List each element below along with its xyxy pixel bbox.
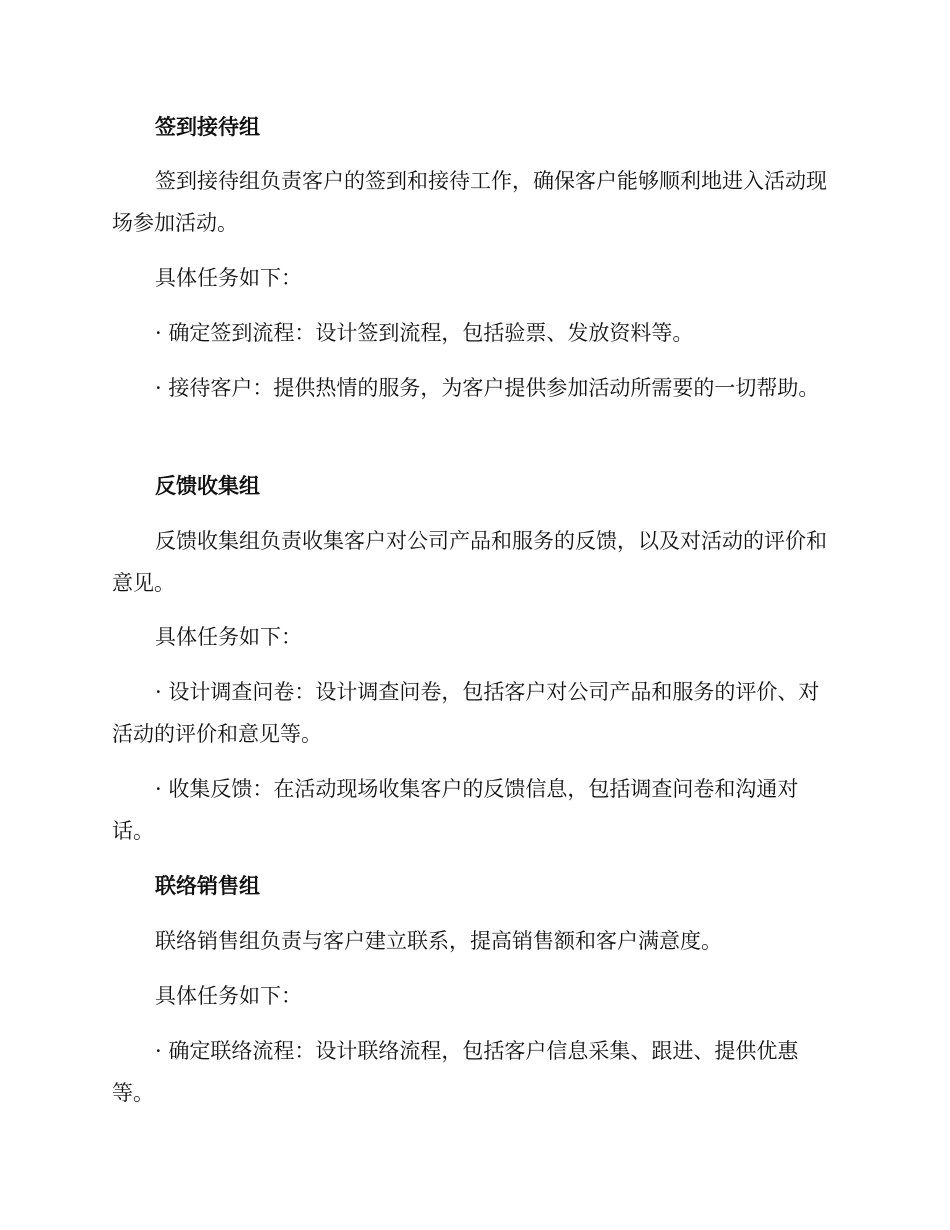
- section-heading-sales: 联络销售组: [155, 874, 260, 898]
- task-item-feedback-1: · 设计调查问卷：设计调查问卷，包括客户对公司产品和服务的评价、对活动的评价和意见等。: [112, 680, 820, 746]
- tasks-label-checkin: 具体任务如下：: [155, 266, 302, 290]
- section-heading-checkin: 签到接待组: [155, 115, 260, 139]
- task-item-sales-1: · 确定联络流程：设计联络流程，包括客户信息采集、跟进、提供优惠等。: [112, 1039, 799, 1105]
- section-intro-feedback: 反馈收集组负责收集客户对公司产品和服务的反馈，以及对活动的评价和意见。: [112, 529, 827, 595]
- tasks-label-sales: 具体任务如下：: [155, 984, 302, 1008]
- section-intro-checkin: 签到接待组负责客户的签到和接待工作，确保客户能够顺利地进入活动现场参加活动。: [112, 169, 827, 235]
- section-intro-sales: 联络销售组负责与客户建立联系，提高销售额和客户满意度。: [155, 929, 722, 953]
- tasks-label-feedback: 具体任务如下：: [155, 625, 302, 649]
- task-item-feedback-2: · 收集反馈：在活动现场收集客户的反馈信息，包括调查问卷和沟通对话。: [112, 777, 799, 843]
- task-item-checkin-2: · 接待客户：提供热情的服务，为客户提供参加活动所需要的一切帮助。: [155, 376, 820, 400]
- section-heading-feedback: 反馈收集组: [155, 474, 260, 498]
- task-item-checkin-1: · 确定签到流程：设计签到流程，包括验票、发放资料等。: [155, 321, 694, 345]
